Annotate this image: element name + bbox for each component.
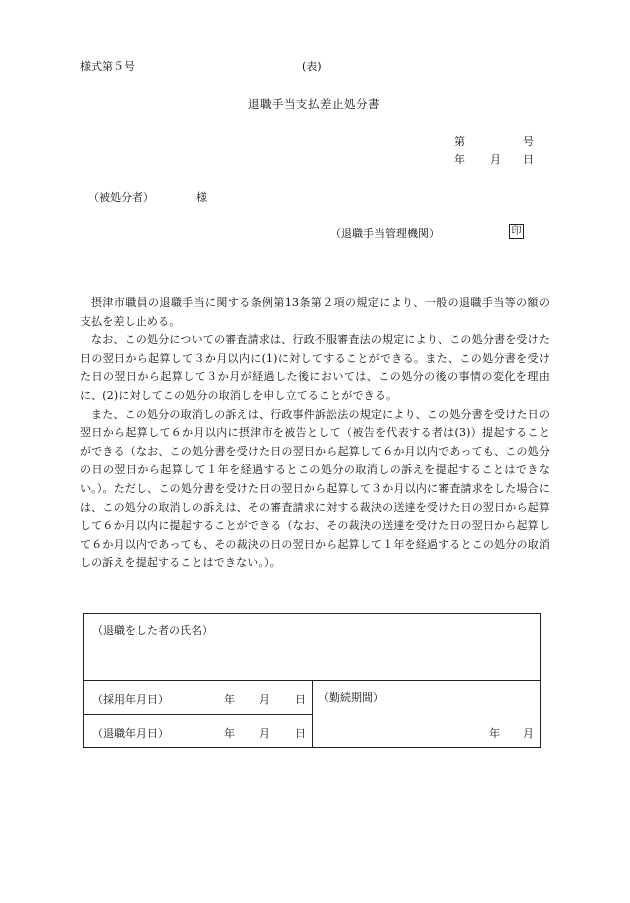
side-label: (表) (302, 60, 322, 73)
seal-stamp (509, 224, 524, 239)
service-period-label: （勤続期間） (318, 691, 384, 704)
recipient-label: （被処分者） (88, 191, 154, 204)
seal-text: 印 (509, 224, 524, 239)
retiree-name-label: （退職をした者の氏名） (92, 624, 213, 637)
paragraph-2: なお、この処分についての審査請求は、行政不服審査法の規定により、この処分書を受けた日の翌日から起算して３か月以内に(1)に対してすることができる。また、この処分書を受けた日の翌日から起算して３か月が経過した後においては、この処分の後の事情の変化を理由に、(2)に対してこの処分の取消しを申し立てることができる。 (80, 333, 550, 402)
retire-date-day: 日 (295, 727, 306, 740)
document-title: 退職手当支払差止処分書 (248, 97, 380, 111)
recipient-honorific: 様 (196, 191, 207, 204)
date-year: 年 (454, 153, 465, 166)
service-period-year: 年 (489, 727, 500, 740)
form-number: 様式第５号 (80, 60, 135, 73)
hire-date-label: （採用年月日） (92, 693, 169, 706)
table-divider-service (312, 680, 313, 748)
table-divider-dates (83, 714, 312, 715)
body-text (80, 294, 550, 573)
hire-date-day: 日 (295, 693, 306, 706)
paragraph-3: また、この処分の取消しの訴えは、行政事件訴訟法の規定により、この処分書を受けた日の翌日から起算して６か月以内に摂津市を被告として（被告を代表する者は(3)）提起することができる（なお、この処分書を受けた日の翌日から起算して６か月以内であっても、この処分の日の翌日から起算して１年を経過するとこの処分の取消しの訴えを提起することはできない。）。ただし、この処分書を受けた日の翌日から起算して３か月以内に審査請求をした場合には、この処分の取消しの訴えは、その審査請求に対する裁決の送達を受けた日の翌日から起算して６か月以内に提起することができる（なお、その裁決の送達を受けた日の翌日から起算して６か月以内であっても、その裁決の日の翌日から起算して１年を経過するとこの処分の取消しの訴えを提起することはできない。）。 (80, 407, 550, 570)
date-month: 月 (490, 153, 501, 166)
retire-date-month: 月 (259, 727, 270, 740)
hire-date-month: 月 (259, 693, 270, 706)
retire-date-label: （退職年月日） (92, 727, 169, 740)
paragraph-1: 摂津市職員の退職手当に関する条例第13条第２項の規定により、一般の退職手当等の額の支払を差し止める。 (80, 296, 550, 328)
issuer-label: （退職手当管理機関） (330, 227, 440, 240)
retire-date-year: 年 (224, 727, 235, 740)
number-prefix: 第 (454, 135, 465, 148)
hire-date-year: 年 (224, 693, 235, 706)
number-suffix: 号 (523, 135, 534, 148)
date-day: 日 (523, 153, 534, 166)
service-period-month: 月 (523, 727, 534, 740)
